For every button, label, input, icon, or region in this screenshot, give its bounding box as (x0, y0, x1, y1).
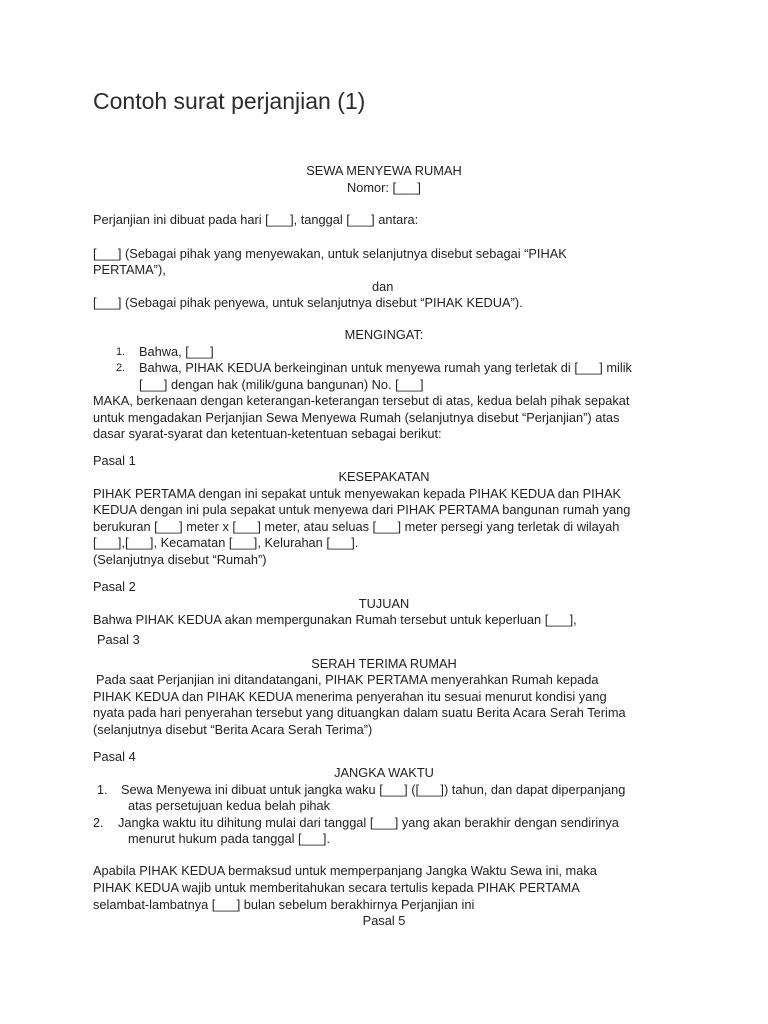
list-number: 1. (97, 783, 108, 797)
paragraph-line: KEDUA dengan ini pula sepakat untuk menyewa dari PIHAK PERTAMA bangunan rumah yang (93, 502, 631, 517)
list-item: atas persetujuan kedua belah pihak (128, 798, 331, 813)
article-heading: JANGKA WAKTU (334, 765, 434, 780)
connector-text: dan (372, 279, 394, 294)
article-label: Pasal 2 (93, 579, 136, 594)
paragraph-line: [___],[___], Kecamatan [___], Kelurahan [___]. (93, 535, 359, 550)
paragraph-line: PIHAK KEDUA wajib untuk memberitahukan secara tertulis kepada PIHAK PERTAMA (93, 880, 580, 895)
paragraph-line: MAKA, berkenaan dengan keterangan-keterangan tersebut di atas, kedua belah pihak sepakat (93, 393, 630, 408)
intro-text: Perjanjian ini dibuat pada hari [___], tanggal [___] antara: (93, 212, 419, 227)
paragraph-line: Pada saat Perjanjian ini ditandatangani, PIHAK PERTAMA menyerahkan Rumah kepada (96, 672, 599, 687)
article-label: Pasal 1 (93, 453, 136, 468)
paragraph-line: (Selanjutnya disebut “Rumah”) (93, 552, 267, 567)
article-label: Pasal 4 (93, 749, 136, 764)
article-heading: TUJUAN (358, 596, 410, 611)
list-item: Jangka waktu itu dihitung mulai dari tanggal [___] yang akan berakhir dengan sendirinya (118, 815, 619, 830)
article-heading: SERAH TERIMA RUMAH (311, 656, 457, 671)
paragraph-line: (selanjutnya disebut “Berita Acara Serah Terima”) (93, 722, 373, 737)
list-number: 2. (116, 362, 126, 374)
paragraph-line: PIHAK KEDUA dan PIHAK KEDUA menerima penyerahan itu sesuai menurut kondisi yang (93, 689, 607, 704)
paragraph-line: selambat-lambatnya [___] bulan sebelum berakhirnya Perjanjian ini (93, 897, 475, 912)
paragraph-line: Apabila PIHAK KEDUA bermaksud untuk memperpanjang Jangka Waktu Sewa ini, maka (93, 863, 597, 878)
article-label: Pasal 5 (362, 913, 406, 928)
list-item: [___] dengan hak (milik/guna bangunan) No. [___] (139, 377, 424, 392)
party-one-text: [___] (Sebagai pihak yang menyewakan, untuk selanjutnya disebut sebagai “PIHAK (93, 246, 567, 261)
paragraph-line: nyata pada hari penyerahan tersebut yang dituangkan dalam suatu Berita Acara Serah Terima (93, 705, 626, 720)
party-two-text: [___] (Sebagai pihak penyewa, untuk selanjutnya disebut “PIHAK KEDUA”). (93, 295, 523, 310)
list-item: Sewa Menyewa ini dibuat untuk jangka waku [___] ([___]) tahun, dan dapat diperpanjang (121, 782, 626, 797)
article-heading: KESEPAKATAN (338, 469, 430, 484)
agreement-heading: SEWA MENYEWA RUMAH (306, 163, 462, 178)
paragraph-line: dasar syarat-syarat dan ketentuan-ketentuan sebagai berikut: (93, 426, 442, 441)
agreement-number: Nomor: [___] (347, 180, 421, 195)
paragraph-line: PIHAK PERTAMA dengan ini sepakat untuk menyewakan kepada PIHAK KEDUA dan PIHAK (93, 486, 622, 501)
page-title: Contoh surat perjanjian (1) (93, 88, 366, 114)
list-item: Bahwa, [___] (139, 344, 214, 359)
paragraph-line: untuk mengadakan Perjanjian Sewa Menyewa Rumah (selanjutnya disebut “Perjanjian”) atas (93, 410, 620, 425)
section-heading-mengingat: MENGINGAT: (344, 327, 424, 342)
paragraph-line: berukuran [___] meter x [___] meter, atau seluas [___] meter persegi yang terletak di wilayah (93, 519, 620, 534)
list-item: Bahwa, PIHAK KEDUA berkeinginan untuk menyewa rumah yang terletak di [___] milik (139, 360, 632, 375)
list-number: 1. (116, 346, 126, 358)
list-item: menurut hukum pada tanggal [___]. (128, 831, 331, 846)
article-label: Pasal 3 (97, 632, 140, 647)
list-number: 2. (93, 816, 104, 830)
paragraph-line: Bahwa PIHAK KEDUA akan mempergunakan Rumah tersebut untuk keperluan [___], (93, 612, 577, 627)
party-one-text: PERTAMA”), (93, 262, 166, 277)
